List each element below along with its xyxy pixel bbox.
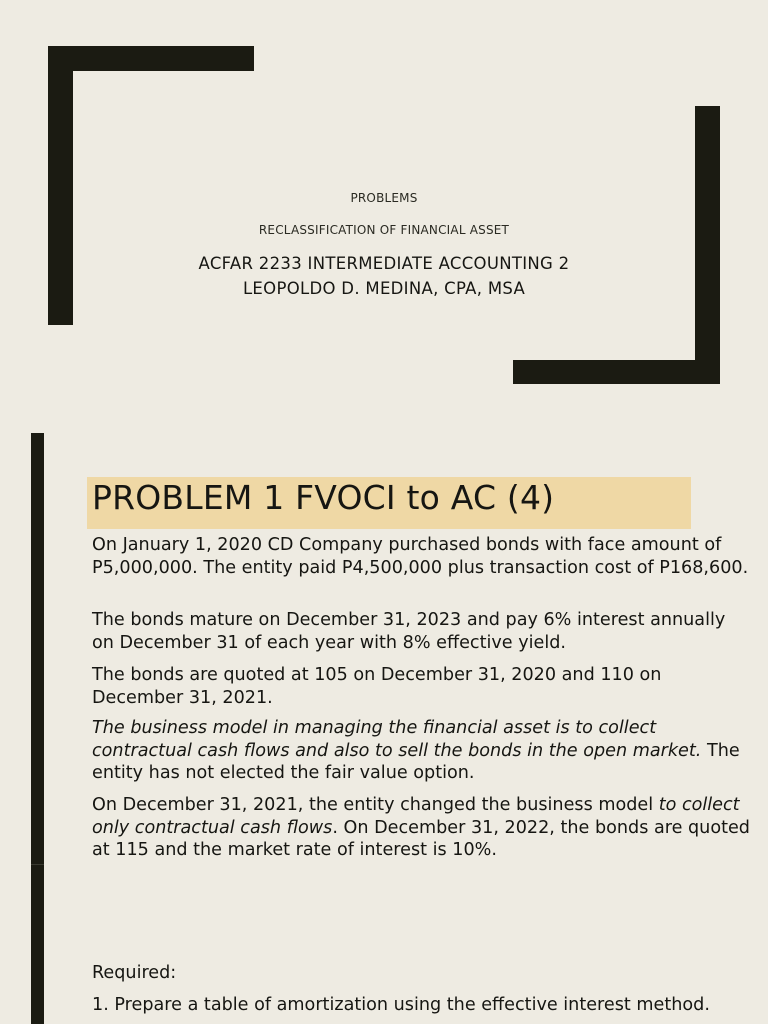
change-start: On December 31, 2021, the entity changed the business model	[92, 795, 659, 815]
paragraph-quotes-text: The bonds are quoted at 105 on December 31, 2020 and 110 on December 31, 2021.	[92, 665, 662, 708]
change-end: . On December 31, 2022, the bonds are quoted at 115 and the market rate of interest is 10%.	[92, 817, 750, 860]
paragraph-maturity	[92, 609, 752, 654]
paragraph-purchase	[92, 534, 752, 579]
paragraph-maturity-text: The bonds mature on December 31, 2023 and pay 6% interest annually on December 31 of each year with 8% effective yield.	[92, 610, 726, 653]
slide1-author-line: LEOPOLDO D. MEDINA, CPA, MSA	[242, 279, 526, 298]
business-model-italic: The business model in managing the financial asset is to collect contractual cash flows and also to sell the bonds in the open market.	[92, 718, 702, 761]
slide2-left-accent-bar	[31, 433, 44, 1024]
paragraph-business-model	[92, 717, 752, 785]
slide1-course-line: ACFAR 2233 INTERMEDIATE ACCOUNTING 2	[198, 254, 570, 273]
slide1-label-problems: PROBLEMS	[350, 191, 418, 205]
frame-bottom-right-horizontal	[513, 360, 720, 384]
frame-bottom-right-vertical	[695, 106, 720, 384]
required-item-1: 1. Prepare a table of amortization using the effective interest method.	[92, 995, 710, 1015]
slide1-label-topic: RECLASSIFICATION OF FINANCIAL ASSET	[258, 223, 510, 237]
problem-title: PROBLEM 1 FVOCI to AC (4)	[92, 478, 555, 517]
slide2-accent-bar-seam	[31, 864, 44, 865]
paragraph-purchase-text: On January 1, 2020 CD Company purchased bonds with face amount of P5,000,000. The entity paid P4,500,000 plus transaction cost of P168,600.	[92, 535, 749, 578]
paragraph-quotes	[92, 664, 752, 709]
paragraph-change	[92, 794, 752, 862]
frame-top-left-horizontal	[48, 46, 254, 71]
business-model-rest: The entity has not elected the fair value option.	[92, 740, 740, 783]
required-label: Required:	[92, 963, 177, 983]
change-italic: to collect only contractual cash flows	[92, 795, 740, 838]
